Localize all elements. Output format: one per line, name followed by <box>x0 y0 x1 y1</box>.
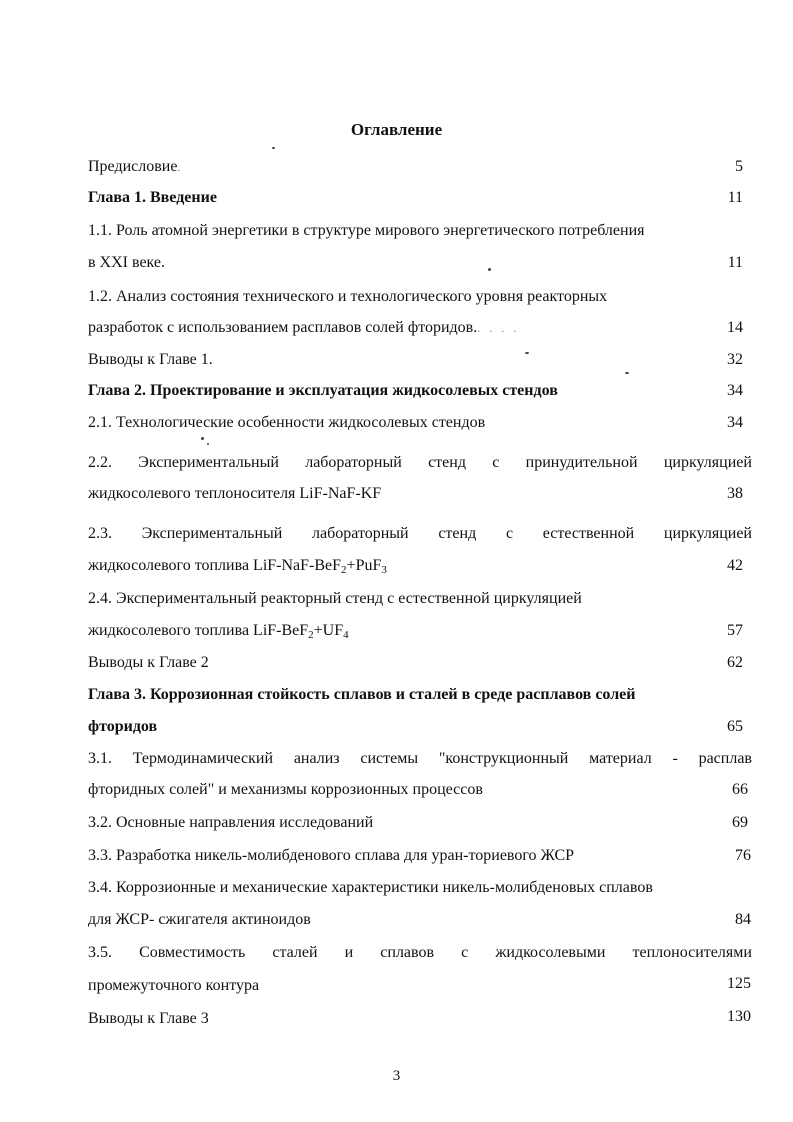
toc-entry-1-1[interactable]: 1.1. Роль атомной энергетики в структуре мирового энергетического потребления <box>88 222 645 239</box>
toc-page-number: 34 <box>727 414 743 431</box>
toc-page-number: 57 <box>727 622 743 639</box>
toc-entry-3-1[interactable]: 3.1. Термодинамический анализ системы "конструкционный материал - расплав <box>88 750 752 767</box>
toc-entry-2-4[interactable]: 2.4. Экспериментальный реакторный стенд с естественной циркуляцией <box>88 590 582 607</box>
toc-entry-preface[interactable]: Предисловие. <box>88 158 184 175</box>
toc-entry-3-5-cont[interactable]: промежуточного контура <box>88 977 260 994</box>
toc-page-number: 125 <box>727 975 751 992</box>
toc-chapter-3[interactable]: Глава 3. Коррозионная стойкость сплавов и сталей в среде расплавов солей <box>88 686 636 703</box>
page-number: 3 <box>392 1068 401 1084</box>
toc-entry-2-4-cont[interactable]: жидкосолевого топлива LiF-$BeF_2+UF_4$ <box>88 622 349 641</box>
toc-entry-3-3[interactable]: 3.3. Разработка никель-молибденового сплава для уран-ториевого ЖСР <box>88 847 575 864</box>
toc-chapter-1[interactable]: Глава 1. Введение <box>88 189 217 206</box>
toc-conclusions-2[interactable]: Выводы к Главе 2 <box>88 654 209 671</box>
toc-entry-2-3-cont[interactable]: жидкосолевого топлива LiF-NaF-BeF$_2$+PuF$_3$ <box>88 557 387 576</box>
toc-page-number: 14 <box>727 319 743 336</box>
toc-entry-2-1[interactable]: 2.1. Технологические особенности жидкосолевых стендов <box>88 414 486 431</box>
scan-speck <box>525 352 529 354</box>
toc-chapter-2[interactable]: Глава 2. Проектирование и эксплуатация жидкосолевых стендов <box>88 382 558 399</box>
scan-speck <box>272 147 275 149</box>
toc-page-number: 42 <box>727 557 743 574</box>
scan-speck <box>488 268 491 271</box>
toc-page-number: 69 <box>732 814 748 831</box>
scan-speck <box>201 437 204 440</box>
toc-entry-3-4[interactable]: 3.4. Коррозионные и механические характеристики никель-молибденовых сплавов <box>88 879 653 896</box>
toc-entry-3-1-cont[interactable]: фторидных солей" и механизмы коррозионных процессов <box>88 781 483 798</box>
toc-entry-3-4-cont[interactable]: для ЖСР- сжигателя актиноидов <box>88 911 311 928</box>
toc-entry-2-3[interactable]: 2.3. Экспериментальный лабораторный стенд с естественной циркуляцией <box>88 525 752 542</box>
toc-page-number: 5 <box>735 158 743 175</box>
toc-page-number: 11 <box>727 254 743 271</box>
toc-page-number: 84 <box>735 911 751 928</box>
toc-entry-3-2[interactable]: 3.2. Основные направления исследований <box>88 814 374 831</box>
toc-entry-1-2[interactable]: 1.2. Анализ состояния технического и технологического уровня реакторных <box>88 288 608 305</box>
scan-speck <box>207 443 209 445</box>
toc-chapter-3-cont[interactable]: фторидов <box>88 718 158 735</box>
toc-page-number: 11 <box>727 189 743 206</box>
toc-conclusions-3[interactable]: Выводы к Главе 3 <box>88 1010 209 1027</box>
toc-conclusions-1[interactable]: Выводы к Главе 1. <box>88 351 213 368</box>
toc-page-number: 38 <box>727 485 743 502</box>
toc-entry-1-2-cont[interactable]: разработок с использованием расплавов солей фторидов.. . . . <box>88 319 520 336</box>
toc-entry-2-2[interactable]: 2.2. Экспериментальный лабораторный стенд с принудительной циркуляцией <box>88 454 752 471</box>
toc-page-number: 76 <box>735 847 751 864</box>
toc-entry-3-5[interactable]: 3.5. Совместимость сталей и сплавов с жидкосолевыми теплоносителями <box>88 944 752 961</box>
toc-page-number: 34 <box>727 382 743 399</box>
scan-speck <box>625 372 629 374</box>
toc-page-number: 62 <box>727 654 743 671</box>
toc-page-number: 130 <box>727 1008 751 1025</box>
toc-page-number: 32 <box>727 351 743 368</box>
toc-page-number: 65 <box>727 718 743 735</box>
toc-title: Оглавление <box>350 120 443 139</box>
toc-entry-1-1-cont[interactable]: в XXI веке. <box>88 254 166 271</box>
toc-entry-2-2-cont[interactable]: жидкосолевого теплоносителя LiF-NaF-KF <box>88 485 382 502</box>
toc-page-number: 66 <box>732 781 748 798</box>
